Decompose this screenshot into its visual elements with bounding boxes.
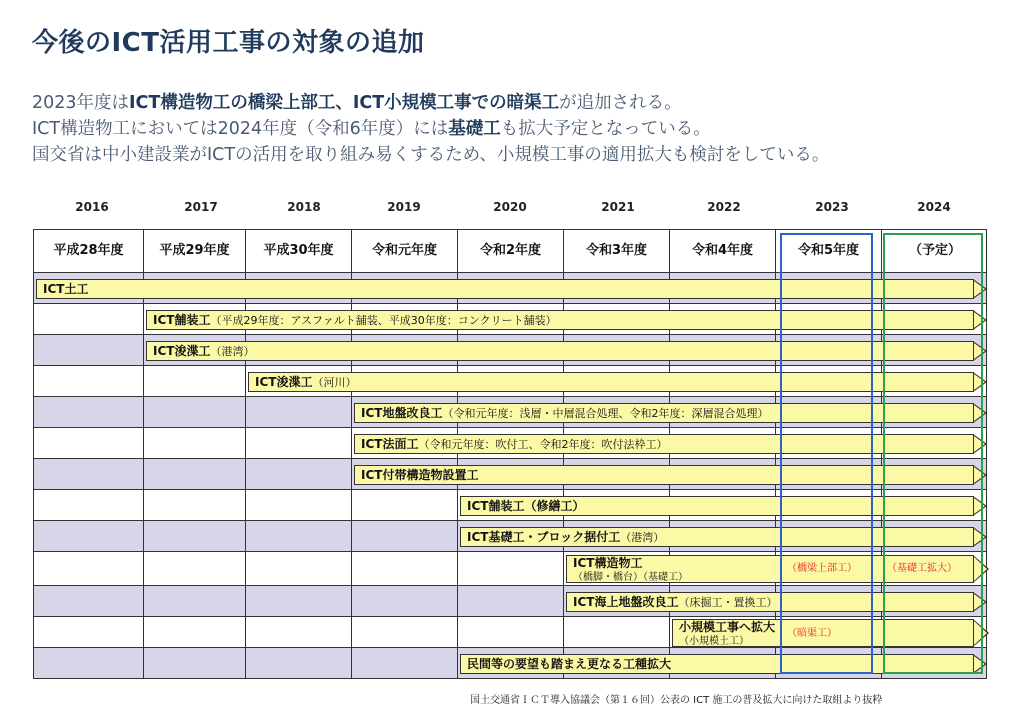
work-type-label: ICT舗装工 — [153, 313, 211, 327]
column-divider — [351, 428, 352, 458]
column-divider — [143, 459, 144, 489]
timeline-row — [33, 366, 987, 397]
column-divider — [563, 617, 564, 647]
column-divider — [457, 586, 458, 616]
year-label-2024: 2024 — [917, 200, 951, 214]
column-divider — [351, 521, 352, 551]
timeline-row — [33, 521, 987, 552]
work-type-note: （河川） — [312, 376, 357, 389]
column-divider — [143, 428, 144, 458]
work-type-label: ICT法面工 — [361, 437, 419, 451]
era-label-0: 平成28年度 — [34, 230, 144, 272]
schedule-bar — [146, 310, 974, 330]
addition-note-2024: （基礎工拡大） — [887, 563, 957, 574]
timeline-row — [33, 397, 987, 428]
column-divider — [245, 586, 246, 616]
arrow-head-fill — [974, 529, 985, 545]
arrow-head-fill — [974, 374, 985, 390]
work-type-note: （令和元年度：浅層・中層混合処理、令和2年度：深層混合処理） — [442, 407, 769, 420]
column-divider — [143, 366, 144, 396]
era-label-4: 令和2年度 — [458, 230, 564, 272]
column-divider — [563, 552, 564, 585]
work-type-label: ICT付帯構造物設置工 — [361, 468, 479, 482]
timeline-row — [33, 304, 987, 335]
era-label-7: 令和5年度 — [776, 230, 882, 272]
year-label-2020: 2020 — [493, 200, 527, 214]
era-label-5: 令和3年度 — [564, 230, 670, 272]
column-divider — [143, 552, 144, 585]
era-label-8: （予定） — [908, 243, 961, 258]
work-type-label: ICT浚渫工 — [153, 344, 211, 358]
arrow-head-fill — [974, 594, 985, 610]
column-divider — [351, 552, 352, 585]
work-type-note: （橋脚・橋台）（基礎工） — [573, 572, 688, 583]
source-note: 国土交通省ＩＣＴ導入協議会（第１６回）公表の ICT 施工の普及拡大に向けた取組より抜粋 — [470, 695, 883, 706]
arrow-head-fill — [974, 343, 985, 359]
work-type-note: （平成29年度：アスファルト舗装、平成30年度：コンクリート舗装） — [210, 314, 557, 327]
addition-note-2023: （橋梁上部工） — [787, 563, 857, 574]
addition-note-2023: （暗渠工） — [787, 628, 837, 639]
work-type-note: （小規模土工） — [679, 636, 749, 647]
arrow-head-fill — [974, 557, 987, 581]
timeline-row — [33, 648, 987, 679]
column-divider — [143, 521, 144, 551]
schedule-bar — [460, 496, 974, 516]
year-header — [36, 200, 984, 218]
work-type-note: （令和元年度：吹付工、令和2年度：吹付法枠工） — [418, 438, 668, 451]
column-divider — [351, 459, 352, 489]
era-label-2: 平成30年度 — [246, 230, 352, 272]
intro-line-3 — [32, 142, 1012, 168]
intro-line-1 — [32, 90, 1012, 116]
schedule-bar — [566, 592, 974, 612]
timeline-row — [33, 459, 987, 490]
work-type-label: ICT土工 — [43, 282, 89, 296]
column-divider — [143, 397, 144, 427]
year-label-2018: 2018 — [287, 200, 321, 214]
arrow-head-fill — [974, 312, 985, 328]
work-type-note: （港湾） — [620, 531, 665, 544]
column-divider — [351, 648, 352, 678]
column-divider — [245, 521, 246, 551]
work-type-label: ICT舗装工（修繕工） — [467, 499, 585, 513]
arrow-head-fill — [974, 656, 985, 672]
intro-line3-seg-0: 国交省は中小建設業がICTの活用を取り組み易くするため、小規模工事の適用拡大も検討をしている。 — [32, 145, 830, 165]
intro-line2-seg-0: ICT構造物工においては2024年度（令和6年度）には — [32, 119, 449, 139]
timeline-row — [33, 617, 987, 648]
arrow-head-fill — [974, 621, 987, 645]
column-divider — [457, 552, 458, 585]
work-type-label: ICT基礎工・ブロック据付工 — [467, 530, 621, 544]
timeline-row — [33, 428, 987, 459]
work-type-note: （港湾） — [210, 345, 255, 358]
year-label-2023: 2023 — [815, 200, 849, 214]
era-label-1: 平成29年度 — [144, 230, 246, 272]
work-type-label: 小規模工事へ拡大 — [679, 620, 776, 634]
column-divider — [351, 490, 352, 520]
schedule-bar — [354, 465, 974, 485]
year-label-2021: 2021 — [601, 200, 635, 214]
column-divider — [245, 428, 246, 458]
intro-line1-seg-2: が追加される。 — [559, 93, 682, 113]
intro-line1-seg-1: ICT構造物工の橋梁上部工、ICT小規模工事での暗渠工 — [129, 93, 560, 113]
intro-line-2 — [32, 116, 1012, 142]
arrow-head-fill — [974, 405, 985, 421]
era-label-3: 令和元年度 — [352, 230, 458, 272]
schedule-bar — [354, 434, 974, 454]
timeline-table — [33, 229, 987, 679]
era-header-row — [33, 229, 987, 273]
column-divider — [563, 586, 564, 616]
year-label-2017: 2017 — [184, 200, 218, 214]
arrow-head-fill — [974, 467, 985, 483]
column-divider — [457, 521, 458, 551]
column-divider — [245, 366, 246, 396]
column-divider — [351, 586, 352, 616]
schedule-bar — [354, 403, 974, 423]
column-divider — [245, 459, 246, 489]
work-type-label: ICT浚渫工 — [255, 375, 313, 389]
timeline-row — [33, 586, 987, 617]
work-type-label: 民間等の要望も踏まえ更なる工種拡大 — [467, 657, 672, 671]
column-divider — [143, 304, 144, 334]
schedule-bar — [672, 619, 974, 647]
column-divider — [245, 648, 246, 678]
year-label-2019: 2019 — [387, 200, 421, 214]
timeline-row — [33, 273, 987, 304]
column-divider — [457, 617, 458, 647]
column-divider — [143, 335, 144, 365]
column-divider — [143, 648, 144, 678]
column-divider — [669, 617, 670, 647]
schedule-bar — [460, 527, 974, 547]
column-divider — [143, 617, 144, 647]
column-divider — [457, 490, 458, 520]
column-divider — [351, 397, 352, 427]
work-type-label: ICT地盤改良工 — [361, 406, 443, 420]
column-divider — [245, 552, 246, 585]
schedule-bar — [146, 341, 974, 361]
arrow-head-fill — [974, 436, 985, 452]
timeline-row — [33, 552, 987, 586]
column-divider — [245, 617, 246, 647]
arrow-head-fill — [974, 498, 985, 514]
intro-text — [32, 90, 1012, 168]
column-divider — [245, 397, 246, 427]
era-label-6: 令和4年度 — [670, 230, 776, 272]
schedule-bar — [566, 555, 974, 583]
year-label-2022: 2022 — [707, 200, 741, 214]
schedule-bar — [248, 372, 974, 392]
schedule-bar — [460, 654, 974, 674]
year-label-2016: 2016 — [75, 200, 109, 214]
work-type-label: ICT構造物工 — [573, 556, 643, 570]
column-divider — [143, 586, 144, 616]
work-type-label: ICT海上地盤改良工 — [573, 595, 679, 609]
intro-line2-seg-2: も拡大予定となっている。 — [500, 119, 711, 139]
column-divider — [351, 617, 352, 647]
intro-line2-seg-1: 基礎工 — [448, 119, 501, 139]
column-divider — [457, 648, 458, 678]
timeline-row — [33, 335, 987, 366]
intro-line1-seg-0: 2023年度は — [32, 93, 130, 113]
work-type-note: （床掘工・置換工） — [678, 596, 778, 609]
schedule-bar — [36, 279, 974, 299]
column-divider — [143, 490, 144, 520]
timeline-row — [33, 490, 987, 521]
arrow-head-fill — [974, 281, 985, 297]
page-title: 今後のICT活用工事の対象の追加 — [32, 28, 425, 58]
column-divider — [245, 490, 246, 520]
